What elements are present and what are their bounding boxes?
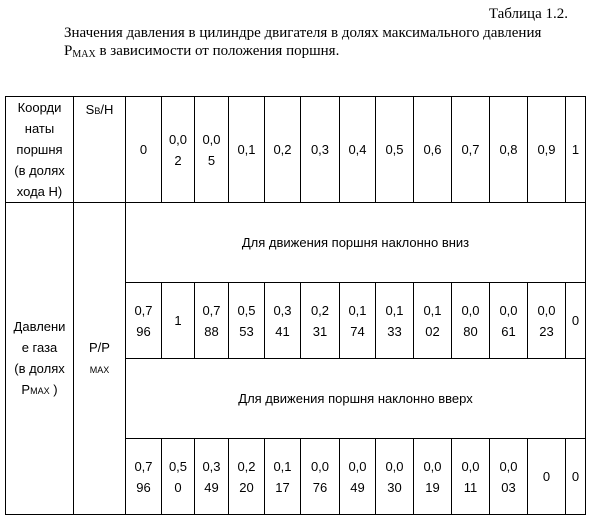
up-value-cell bbox=[301, 439, 340, 515]
down-value-cell bbox=[195, 283, 229, 359]
position-cell bbox=[340, 97, 376, 203]
cell-line: 19 bbox=[425, 479, 440, 495]
up-value-cell bbox=[340, 439, 376, 515]
up-title: Для движения поршня наклонно вверх bbox=[126, 359, 586, 439]
coord-label bbox=[6, 97, 73, 202]
up-value-cell bbox=[566, 439, 586, 515]
cell-line: 0,0 bbox=[168, 131, 188, 147]
gas-label-cell bbox=[6, 203, 74, 515]
table-number: Таблица 1.2. bbox=[488, 6, 568, 22]
cell-line: 0,7 bbox=[202, 302, 221, 318]
cell-line: 0 bbox=[139, 142, 148, 157]
cell-line: 80 bbox=[463, 323, 478, 339]
table-caption bbox=[64, 24, 594, 64]
position-cell bbox=[452, 97, 490, 203]
caption-rest: в зависимости от положения поршня. bbox=[95, 43, 340, 59]
position-cell bbox=[265, 97, 301, 203]
down-value-cell bbox=[229, 283, 265, 359]
cell-line: 0,5 bbox=[385, 142, 404, 157]
cell-line: 0,6 bbox=[423, 142, 442, 157]
up-value-cell bbox=[528, 439, 566, 515]
cell-line: 0,8 bbox=[499, 142, 518, 157]
cell-line: 74 bbox=[350, 323, 365, 339]
gas-label-sub: MAX bbox=[30, 385, 50, 396]
cell-line: 41 bbox=[275, 323, 290, 339]
position-cell bbox=[162, 97, 195, 203]
cell-line: 0,9 bbox=[537, 142, 556, 157]
coord-label-cell bbox=[6, 97, 74, 203]
position-cell bbox=[528, 97, 566, 203]
up-value-cell bbox=[414, 439, 452, 515]
down-value-cell bbox=[566, 283, 586, 359]
caption-sub: MAX bbox=[72, 49, 96, 60]
cell-line: 1 bbox=[571, 142, 580, 157]
gas-label-end: ) bbox=[49, 381, 58, 397]
cell-line: 0,1 bbox=[348, 302, 367, 318]
down-title-row bbox=[6, 203, 586, 283]
cell-line: 0,3 bbox=[273, 302, 292, 318]
cell-line: 20 bbox=[239, 479, 254, 495]
cell-line: 96 bbox=[136, 323, 151, 339]
cell-line: 0,0 bbox=[310, 458, 330, 474]
cell-line: 49 bbox=[204, 479, 219, 495]
cell-line: 17 bbox=[275, 479, 290, 495]
position-cell bbox=[414, 97, 452, 203]
position-cell bbox=[301, 97, 340, 203]
cell-line: 0,0 bbox=[461, 302, 480, 318]
pp-sub: MAX bbox=[89, 364, 110, 375]
coord-label-line: поршня bbox=[16, 142, 63, 157]
cell-line: 0,1 bbox=[237, 142, 256, 157]
position-cell bbox=[566, 97, 586, 203]
position-cell bbox=[195, 97, 229, 203]
cell-line: 0,3 bbox=[310, 142, 330, 157]
position-cell bbox=[126, 97, 162, 203]
cell-line: 11 bbox=[463, 479, 478, 495]
cell-line: 0,0 bbox=[537, 302, 556, 318]
cell-line: 76 bbox=[312, 479, 328, 495]
cell-line: 0,0 bbox=[385, 458, 404, 474]
pressure-table bbox=[5, 96, 586, 515]
cell-line: 03 bbox=[501, 479, 516, 495]
gas-label-p: P bbox=[21, 381, 31, 397]
coord-label-line: хода Н) bbox=[16, 184, 63, 199]
cell-line: 0,1 bbox=[423, 302, 442, 318]
cell-line: 61 bbox=[501, 323, 516, 339]
cell-line: 0,2 bbox=[237, 458, 256, 474]
up-value-cell bbox=[490, 439, 528, 515]
up-value-cell bbox=[162, 439, 195, 515]
cell-line: 2 bbox=[174, 152, 182, 168]
sb-rest: /H bbox=[100, 102, 114, 117]
cell-line: 88 bbox=[204, 323, 219, 339]
cell-line: 0,5 bbox=[168, 458, 188, 474]
up-value-cell bbox=[265, 439, 301, 515]
cell-line: 0 bbox=[542, 469, 551, 484]
cell-line: 23 bbox=[539, 323, 554, 339]
down-value-cell bbox=[414, 283, 452, 359]
down-value-cell bbox=[126, 283, 162, 359]
down-value-cell bbox=[340, 283, 376, 359]
gas-label bbox=[6, 316, 73, 402]
cell-line: 0,7 bbox=[134, 302, 153, 318]
down-value-cell bbox=[452, 283, 490, 359]
pp-label-cell bbox=[74, 203, 126, 515]
position-cell bbox=[376, 97, 414, 203]
cell-line: 0,2 bbox=[273, 142, 292, 157]
cell-line: 0,7 bbox=[134, 458, 153, 474]
cell-line: 0 bbox=[571, 313, 580, 328]
down-value-cell bbox=[265, 283, 301, 359]
up-value-cell bbox=[229, 439, 265, 515]
position-cell bbox=[229, 97, 265, 203]
cell-line: 0,0 bbox=[423, 458, 442, 474]
cell-line: 0,1 bbox=[273, 458, 292, 474]
gas-label-line: Давлени bbox=[13, 318, 66, 334]
cell-line: 0,0 bbox=[348, 458, 367, 474]
coord-label-line: (в долях bbox=[14, 163, 65, 178]
cell-line: 31 bbox=[312, 323, 328, 339]
cell-line: 1 bbox=[174, 313, 182, 328]
cell-line: 0,7 bbox=[461, 142, 480, 157]
gas-label-line: е газа bbox=[21, 339, 58, 355]
sb-label: S bbox=[85, 102, 95, 117]
up-value-cell bbox=[376, 439, 414, 515]
up-value-cell bbox=[126, 439, 162, 515]
positions-row bbox=[6, 97, 586, 203]
cell-line: 0,0 bbox=[499, 302, 518, 318]
caption-p: P bbox=[64, 43, 73, 59]
cell-line: 0,4 bbox=[348, 142, 367, 157]
cell-line: 33 bbox=[387, 323, 402, 339]
down-value-cell bbox=[490, 283, 528, 359]
coord-label-line: Коорди bbox=[17, 100, 62, 115]
cell-line: 0,2 bbox=[310, 302, 330, 318]
gas-label-line: (в долях bbox=[14, 360, 65, 376]
cell-line: 0,5 bbox=[237, 302, 256, 318]
cell-line: 30 bbox=[387, 479, 402, 495]
sb-label-cell bbox=[74, 97, 126, 203]
cell-line: 0,0 bbox=[499, 458, 518, 474]
cell-line: 53 bbox=[239, 323, 254, 339]
down-value-cell bbox=[162, 283, 195, 359]
pp-label: P/P bbox=[89, 339, 110, 355]
coord-label-line: наты bbox=[24, 121, 55, 136]
down-value-cell bbox=[528, 283, 566, 359]
up-value-cell bbox=[195, 439, 229, 515]
cell-line: 49 bbox=[350, 479, 365, 495]
cell-line: 96 bbox=[136, 479, 151, 495]
cell-line: 0,1 bbox=[385, 302, 404, 318]
position-cell bbox=[490, 97, 528, 203]
down-value-cell bbox=[301, 283, 340, 359]
up-value-cell bbox=[452, 439, 490, 515]
cell-line: 0 bbox=[174, 479, 182, 495]
sb-sub: B bbox=[94, 106, 101, 116]
cell-line: 5 bbox=[207, 152, 216, 168]
cell-line: 0,3 bbox=[202, 458, 221, 474]
cell-line: 0,0 bbox=[461, 458, 480, 474]
caption-line1: Значения давления в цилиндре двигателя в долях максимального давления bbox=[64, 25, 542, 41]
cell-line: 0 bbox=[571, 469, 580, 484]
down-title: Для движения поршня наклонно вниз bbox=[126, 203, 586, 283]
cell-line: 02 bbox=[425, 323, 440, 339]
cell-line: 0,0 bbox=[202, 131, 221, 147]
down-value-cell bbox=[376, 283, 414, 359]
